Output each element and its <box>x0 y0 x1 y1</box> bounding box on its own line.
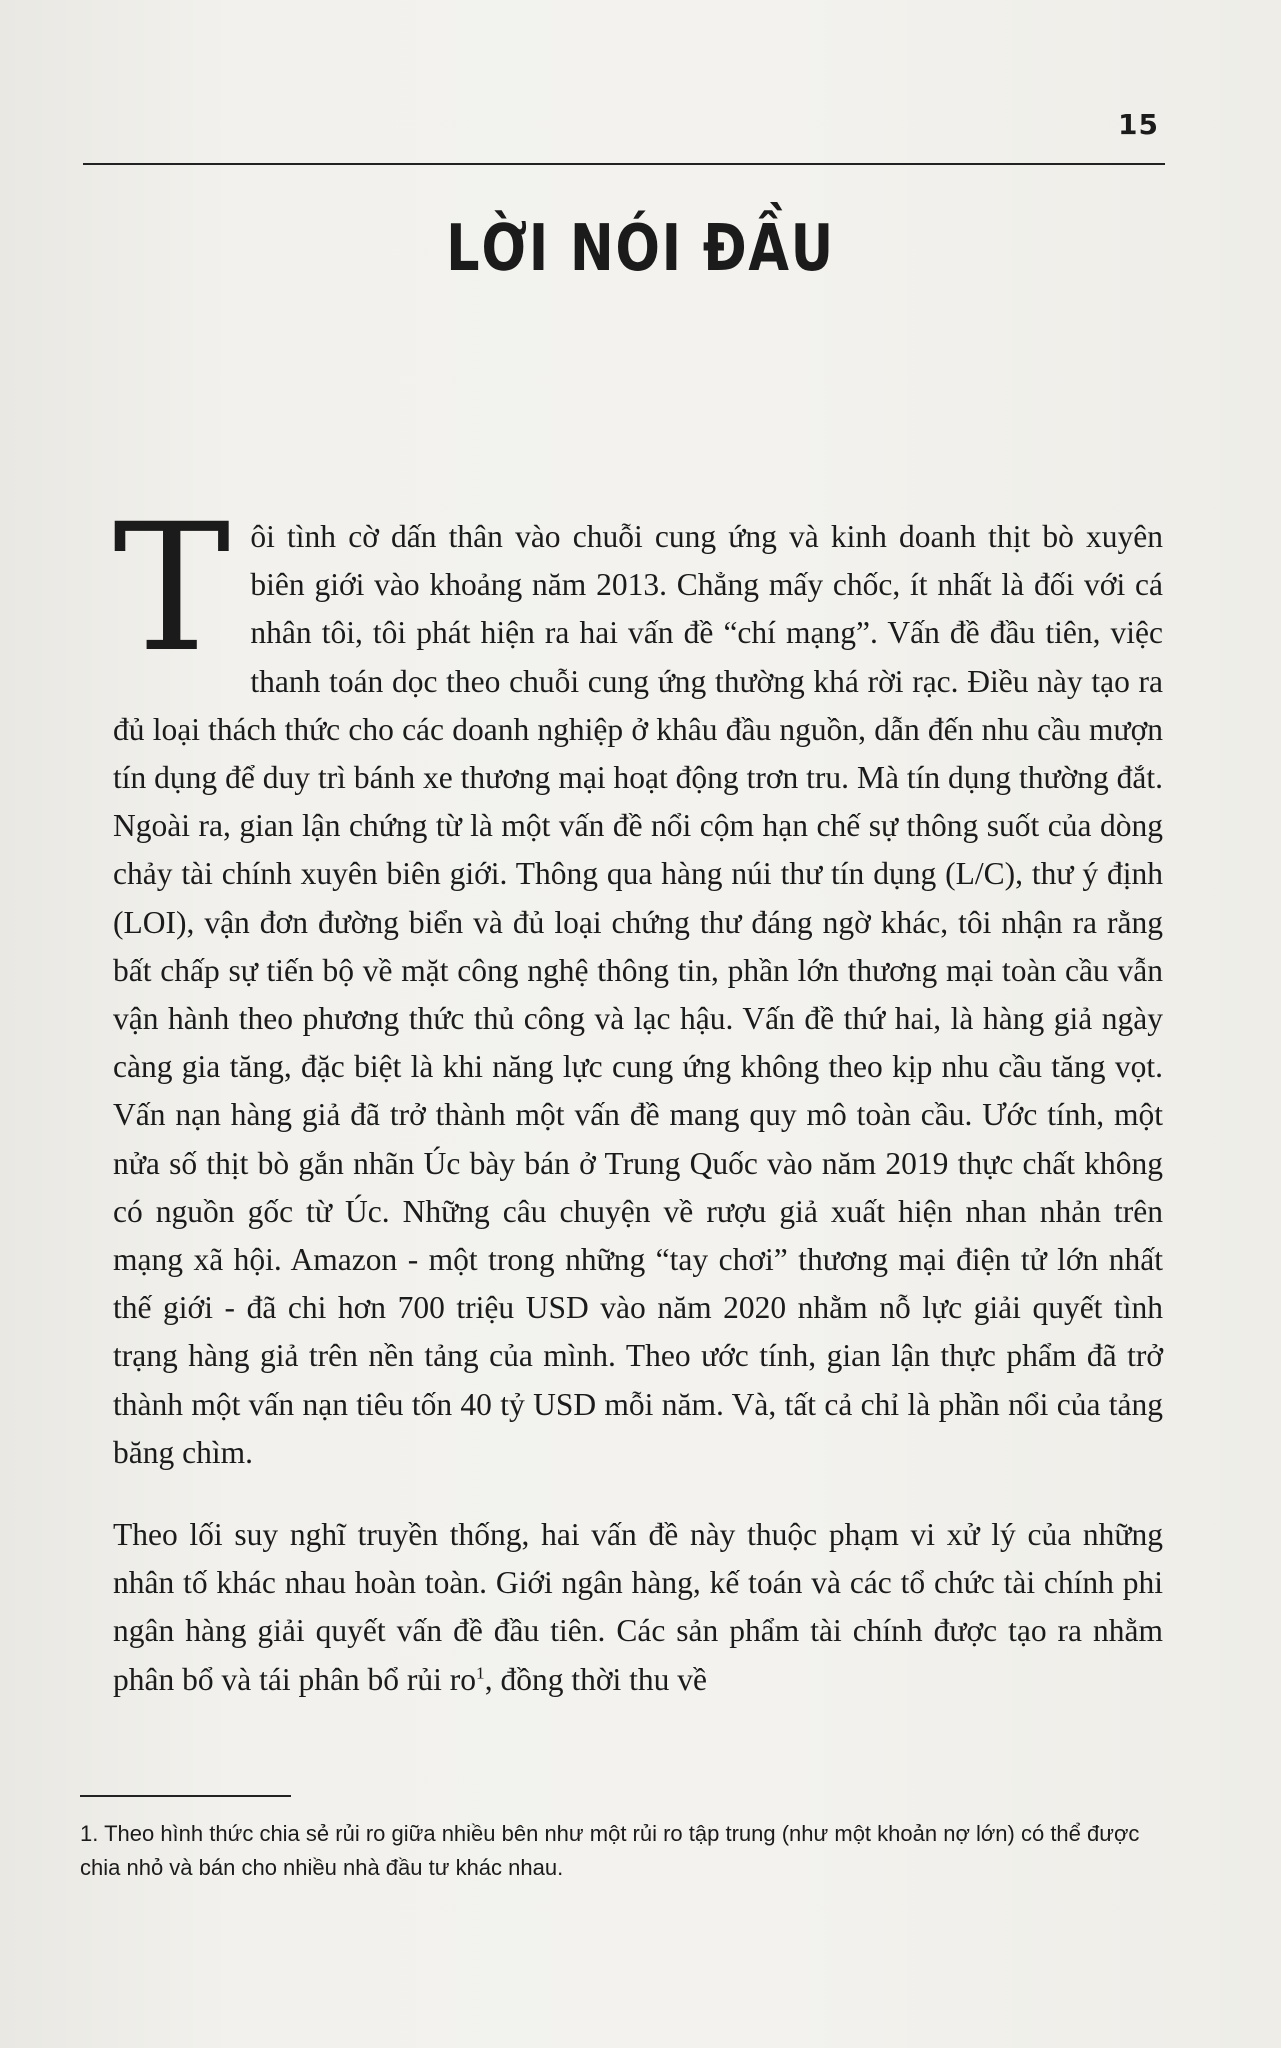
drop-cap: T <box>113 486 231 691</box>
body-text <box>113 486 1163 1704</box>
page-number: 15 <box>1118 108 1159 141</box>
paragraph-2 <box>113 1511 1163 1704</box>
footnote-reference: 1 <box>476 1663 485 1683</box>
footnote-rule <box>80 1795 291 1797</box>
paragraph-1-text: ôi tình cờ dấn thân vào chuỗi cung ứng và kinh doanh thịt bò xuyên biên giới vào khoảng năm 2013. Chẳng mấy chốc, ít nhất là đối với cá nhân tôi, tôi phát hiện ra hai vấn đề “chí mạng”. Vấn đề đầu tiên, việc thanh toán dọc theo chuỗi cung ứng thường khá rời rạc. Điều này tạo ra đủ loại thách thức cho các doanh nghiệp ở khâu đầu nguồn, dẫn đến nhu cầu mượn tín dụng để duy trì bánh xe thương mại hoạt động trơn tru. Mà tín dụng thường đắt. Ngoài ra, gian lận chứng từ là một vấn đề nổi cộm hạn chế sự thông suốt của dòng chảy tài chính xuyên biên giới. Thông qua hàng núi thư tín dụng (L/C), thư ý định (LOI), vận đơn đường biển và đủ loại chứng thư đáng ngờ khác, tôi nhận ra rằng bất chấp sự tiến bộ về mặt công nghệ thông tin, phần lớn thương mại toàn cầu vẫn vận hành theo phương thức thủ công và lạc hậu. Vấn đề thứ hai, là hàng giả ngày càng gia tăng, đặc biệt là khi năng lực cung ứng không theo kịp nhu cầu tăng vọt. Vấn nạn hàng giả đã trở thành một vấn đề mang quy mô toàn cầu. Ước tính, một nửa số thịt bò gắn nhãn Úc bày bán ở Trung Quốc vào năm 2019 thực chất không có nguồn gốc từ Úc. Những câu chuyện về rượu giả xuất hiện nhan nhản trên mạng xã hội. Amazon - một trong những “tay chơi” thương mại điện tử lớn nhất thế giới - đã chi hơn 700 triệu USD vào năm 2020 nhằm nỗ lực giải quyết tình trạng hàng giả trên nền tảng của mình. Theo ước tính, gian lận thực phẩm đã trở thành một vấn nạn tiêu tốn 40 tỷ USD mỗi năm. Và, tất cả chỉ là phần nổi của tảng băng chìm. <box>113 519 1163 1470</box>
chapter-title: LỜI NÓI ĐẦU <box>446 212 835 286</box>
footnote: 1. Theo hình thức chia sẻ rủi ro giữa nhiều bên như một rủi ro tập trung (như một khoản nợ lớn) có thể được chia nhỏ và bán cho nhiều nhà đầu tư khác nhau. <box>80 1821 1140 1880</box>
header-rule <box>83 163 1165 165</box>
paragraph-1 <box>113 486 1163 1477</box>
paragraph-2-end: , đồng thời thu về <box>484 1661 707 1697</box>
paragraph-2-text: Theo lối suy nghĩ truyền thống, hai vấn đề này thuộc phạm vi xử lý của những nhân tố khác nhau hoàn toàn. Giới ngân hàng, kế toán và các tổ chức tài chính phi ngân hàng giải quyết vấn đề đầu tiên. Các sản phẩm tài chính được tạo ra nhằm phân bổ và tái phân bổ rủi ro <box>113 1517 1163 1697</box>
